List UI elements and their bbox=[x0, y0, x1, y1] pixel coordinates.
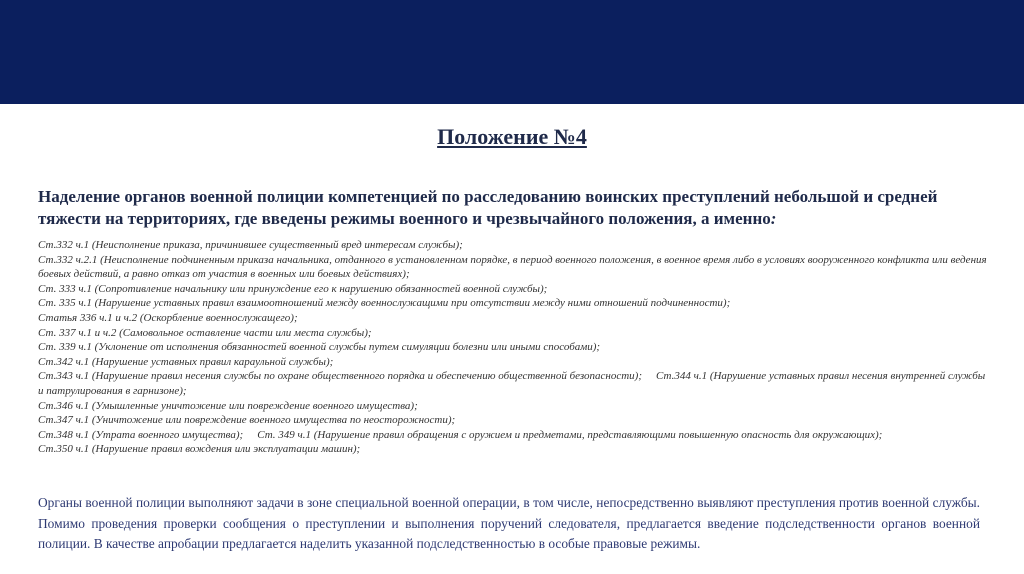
lead-colon: : bbox=[770, 209, 777, 228]
header-band bbox=[0, 0, 1024, 104]
article-item: Ст.347 ч.1 (Уничтожение или повреждение военного имущества по неосторожности); bbox=[38, 414, 456, 427]
article-item-pair bbox=[38, 428, 988, 443]
article-item: Статья 336 ч.1 и ч.2 (Оскорбление военнослужащего); bbox=[38, 311, 298, 324]
article-item: Ст. 339 ч.1 (Уклонение от исполнения обязанностей военной службы путем симуляции болезни или иными способами); bbox=[38, 341, 601, 354]
article-item: Ст.343 ч.1 (Нарушение правил несения службы по охране общественного порядка и обеспечению общественной безопасности); bbox=[38, 370, 642, 383]
article-item: Ст.332 ч.2.1 (Неисполнение подчиненным приказа начальника, отданного в установленном порядке, в период военного положения, в военное время либо в условиях вооруженного конфликта или ведения боевых действий, а равно отказ от участия в военных или боевых действиях); bbox=[38, 253, 987, 281]
slide-title: Положение №4 bbox=[437, 124, 587, 149]
article-item: Ст.346 ч.1 (Умышленные уничтожение или повреждение военного имущества); bbox=[38, 399, 418, 412]
article-item: Ст.348 ч.1 (Утрата военного имущества); bbox=[38, 428, 244, 441]
lead-paragraph bbox=[38, 186, 988, 230]
article-item: Ст. 337 ч.1 и ч.2 (Самовольное оставление части или места службы); bbox=[38, 326, 372, 339]
article-item-pair bbox=[38, 369, 988, 398]
article-item: Ст.332 ч.1 (Неисполнение приказа, причинившее существенный вред интересам службы); bbox=[38, 239, 463, 251]
article-item: Ст.350 ч.1 (Нарушение правил вождения или эксплуатации машин); bbox=[38, 443, 361, 456]
article-item: Ст.344 ч.1 (Нарушение уставных правил несения внутренней службы и патрулирования в гарнизоне); bbox=[38, 370, 986, 397]
article-item: Ст.342 ч.1 (Нарушение уставных правил караульной службы); bbox=[38, 355, 334, 368]
article-item: Ст. 333 ч.1 (Сопротивление начальнику или принуждение его к нарушению обязанностей военной службы); bbox=[38, 282, 548, 295]
closing-paragraph: Органы военной полиции выполняют задачи в зоне специальной военной операции, в том числе, непосредственно выявляют преступления против военной службы. Помимо проведения проверки сообщения о преступлении и выполнения поручений следователя, предлагается введение подследственности органов военной полиции. В качестве апробации предлагается наделить указанной подследственностью в особые правовые режимы. bbox=[38, 495, 980, 551]
article-item: Ст. 335 ч.1 (Нарушение уставных правил взаимоотношений между военнослужащими при отсутствии между ними отношений подчиненности); bbox=[38, 297, 731, 310]
article-item: Ст. 349 ч.1 (Нарушение правил обращения с оружием и предметами, представляющими повышенную опасность для окружающих); bbox=[257, 428, 883, 441]
lead-text: Наделение органов военной полиции компетенцией по расследованию воинских преступлений небольшой и средней тяжести на территориях, где введены режимы военного и чрезвычайного положения, а именно bbox=[38, 187, 938, 228]
articles-list bbox=[38, 238, 988, 457]
